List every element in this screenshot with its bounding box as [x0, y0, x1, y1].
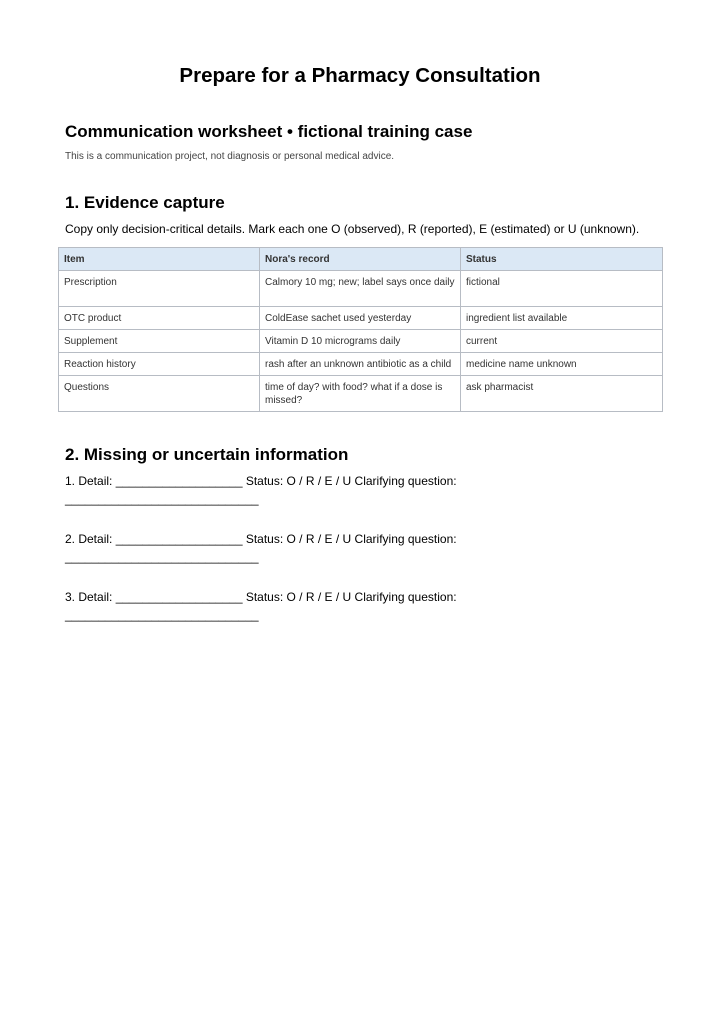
entry-answer-line: _____________________________: [65, 492, 259, 506]
entry-line: 3. Detail: ___________________ Status: O / R / E / U Clarifying question:: [65, 590, 457, 604]
entry-line: 2. Detail: ___________________ Status: O / R / E / U Clarifying question:: [65, 532, 457, 546]
cell-status: ingredient list available: [461, 307, 663, 330]
section-intro: Copy only decision-critical details. Mark each one O (observed), R (reported), E (estimated) or U (unknown).: [65, 222, 640, 236]
cell-status: medicine name unknown: [461, 353, 663, 376]
table-row: [59, 271, 663, 307]
section-heading-missing-information: 2. Missing or uncertain information: [65, 445, 349, 464]
fill-in-entry-2: [65, 530, 457, 566]
entry-line: 1. Detail: ___________________ Status: O / R / E / U Clarifying question:: [65, 474, 457, 488]
table-row: [59, 330, 663, 353]
cell-record: rash after an unknown antibiotic as a child: [260, 353, 461, 376]
table-row: [59, 307, 663, 330]
cell-item: Reaction history: [59, 353, 260, 376]
fill-in-entry-1: [65, 472, 457, 508]
column-header-record: Nora's record: [260, 248, 461, 271]
entry-answer-line: _____________________________: [65, 550, 259, 564]
cell-record: Calmory 10 mg; new; label says once daily: [260, 271, 461, 307]
column-header-item: Item: [59, 248, 260, 271]
cell-status: fictional: [461, 271, 663, 307]
table-header-row: [59, 248, 663, 271]
cell-status: ask pharmacist: [461, 376, 663, 412]
cell-status: current: [461, 330, 663, 353]
cell-record: Vitamin D 10 micrograms daily: [260, 330, 461, 353]
section-heading-evidence-capture: 1. Evidence capture: [65, 193, 225, 212]
cell-record: time of day? with food? what if a dose is missed?: [260, 376, 461, 412]
column-header-status: Status: [461, 248, 663, 271]
evidence-table: [58, 247, 663, 412]
table-row: [59, 353, 663, 376]
fill-in-entry-3: [65, 588, 457, 624]
cell-item: Prescription: [59, 271, 260, 307]
document-subtitle: Communication worksheet • fictional training case: [65, 122, 473, 141]
cell-item: OTC product: [59, 307, 260, 330]
document-title: Prepare for a Pharmacy Consultation: [179, 64, 541, 87]
cell-item: Supplement: [59, 330, 260, 353]
table-row: [59, 376, 663, 412]
entry-answer-line: _____________________________: [65, 608, 259, 622]
cell-item: Questions: [59, 376, 260, 412]
disclaimer-note: This is a communication project, not diagnosis or personal medical advice.: [65, 151, 395, 162]
cell-record: ColdEase sachet used yesterday: [260, 307, 461, 330]
